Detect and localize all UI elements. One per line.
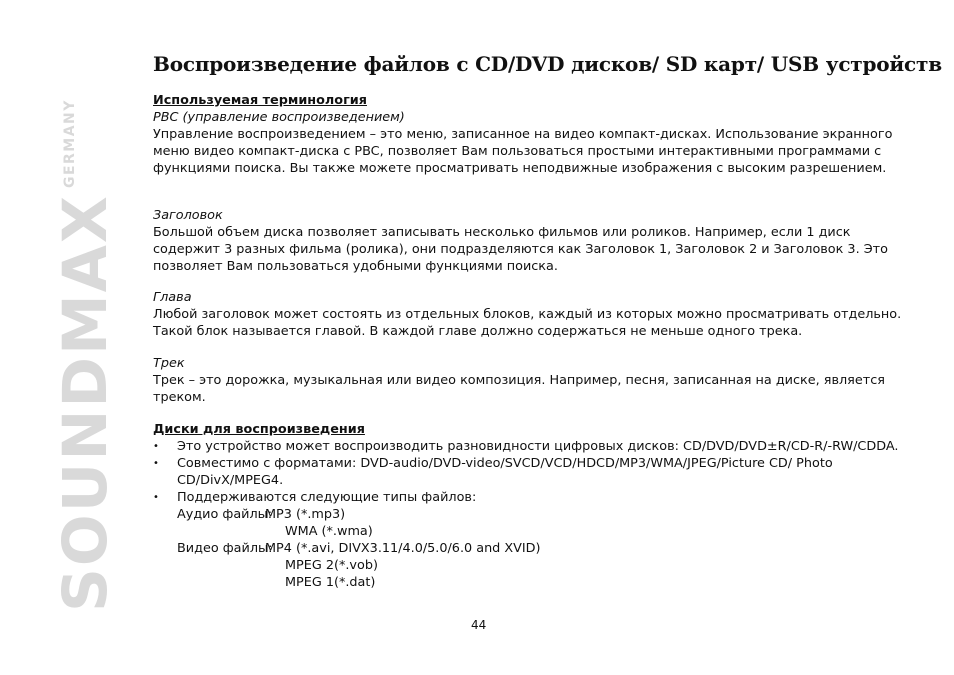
discs-heading: Диски для воспроизведения (153, 422, 365, 437)
terminology-heading: Используемая терминология (153, 93, 367, 108)
video-format: MP4 (*.avi, DIVX3.11/4.0/5.0/6.0 and XVID) (265, 541, 541, 556)
video-format: MPEG 2(*.vob) (285, 558, 378, 573)
track-term: Трек (153, 356, 185, 371)
video-formats-row (153, 540, 913, 557)
page-number: 44 (471, 618, 487, 632)
list-item: • Поддерживаются следующие типы файлов: (153, 490, 477, 505)
terminology-section (153, 92, 913, 177)
brand-logo (50, 52, 121, 612)
pbc-text: Управление воспроизведением – это меню, записанное на видео компакт-дисках. Использование экранного меню видео компакт-диска с PBC, позволяет Вам пользоваться простыми интерактивными программами с функциями поиска. Вы также можете просматривать неподвижные изображения с высоким разрешением. (153, 127, 893, 176)
pbc-term: PBC (управление воспроизведением) (153, 110, 405, 125)
title-term-block (153, 207, 913, 275)
title-text: Большой объем диска позволяет записывать несколько фильмов или роликов. Например, если 1 диск содержит 3 разных фильма (ролика), они подразделяются как Заголовок 1, Заголовок 2 и Заголовок 3. Это позволяет Вам пользоваться удобными функциями поиска. (153, 225, 888, 274)
bullet-icon: • (153, 492, 159, 503)
discs-section (153, 421, 913, 591)
bullet-icon: • (153, 441, 159, 452)
discs-list (153, 438, 913, 506)
audio-format: MP3 (*.mp3) (265, 507, 346, 522)
track-term-block (153, 355, 913, 406)
list-item: • Это устройство может воспроизводить разновидности цифровых дисков: CD/DVD/DVD±R/CD-R/-RW/CDDA. (153, 439, 899, 454)
brand-sub: GERMANY (62, 99, 78, 189)
video-label: Видео файлы: (177, 541, 273, 556)
audio-label: Аудио файлы: (177, 507, 273, 522)
audio-formats-row (153, 506, 913, 523)
video-format: MPEG 1(*.dat) (285, 575, 376, 590)
list-item: • Совместимо с форматами: DVD-audio/DVD-video/SVCD/VCD/HDCD/MP3/WMA/JPEG/Picture CD/ Photo CD/DivX/MPEG4. (153, 456, 833, 488)
track-text: Трек – это дорожка, музыкальная или видео композиция. Например, песня, записанная на диске, является треком. (153, 373, 885, 405)
chapter-text: Любой заголовок может состоять из отдельных блоков, каждый из которых можно просматривать отдельно. Такой блок называется главой. В каждой главе должно содержаться не меньше одного трека. (153, 307, 902, 339)
title-term: Заголовок (153, 208, 223, 223)
page-title: Воспроизведение файлов с CD/DVD дисков/ SD карт/ USB устройств (153, 52, 942, 76)
bullet-icon: • (153, 458, 159, 469)
chapter-term: Глава (153, 290, 192, 305)
brand-name: SOUNDMAX (50, 194, 121, 612)
audio-format: WMA (*.wma) (285, 524, 373, 539)
chapter-term-block (153, 289, 913, 340)
